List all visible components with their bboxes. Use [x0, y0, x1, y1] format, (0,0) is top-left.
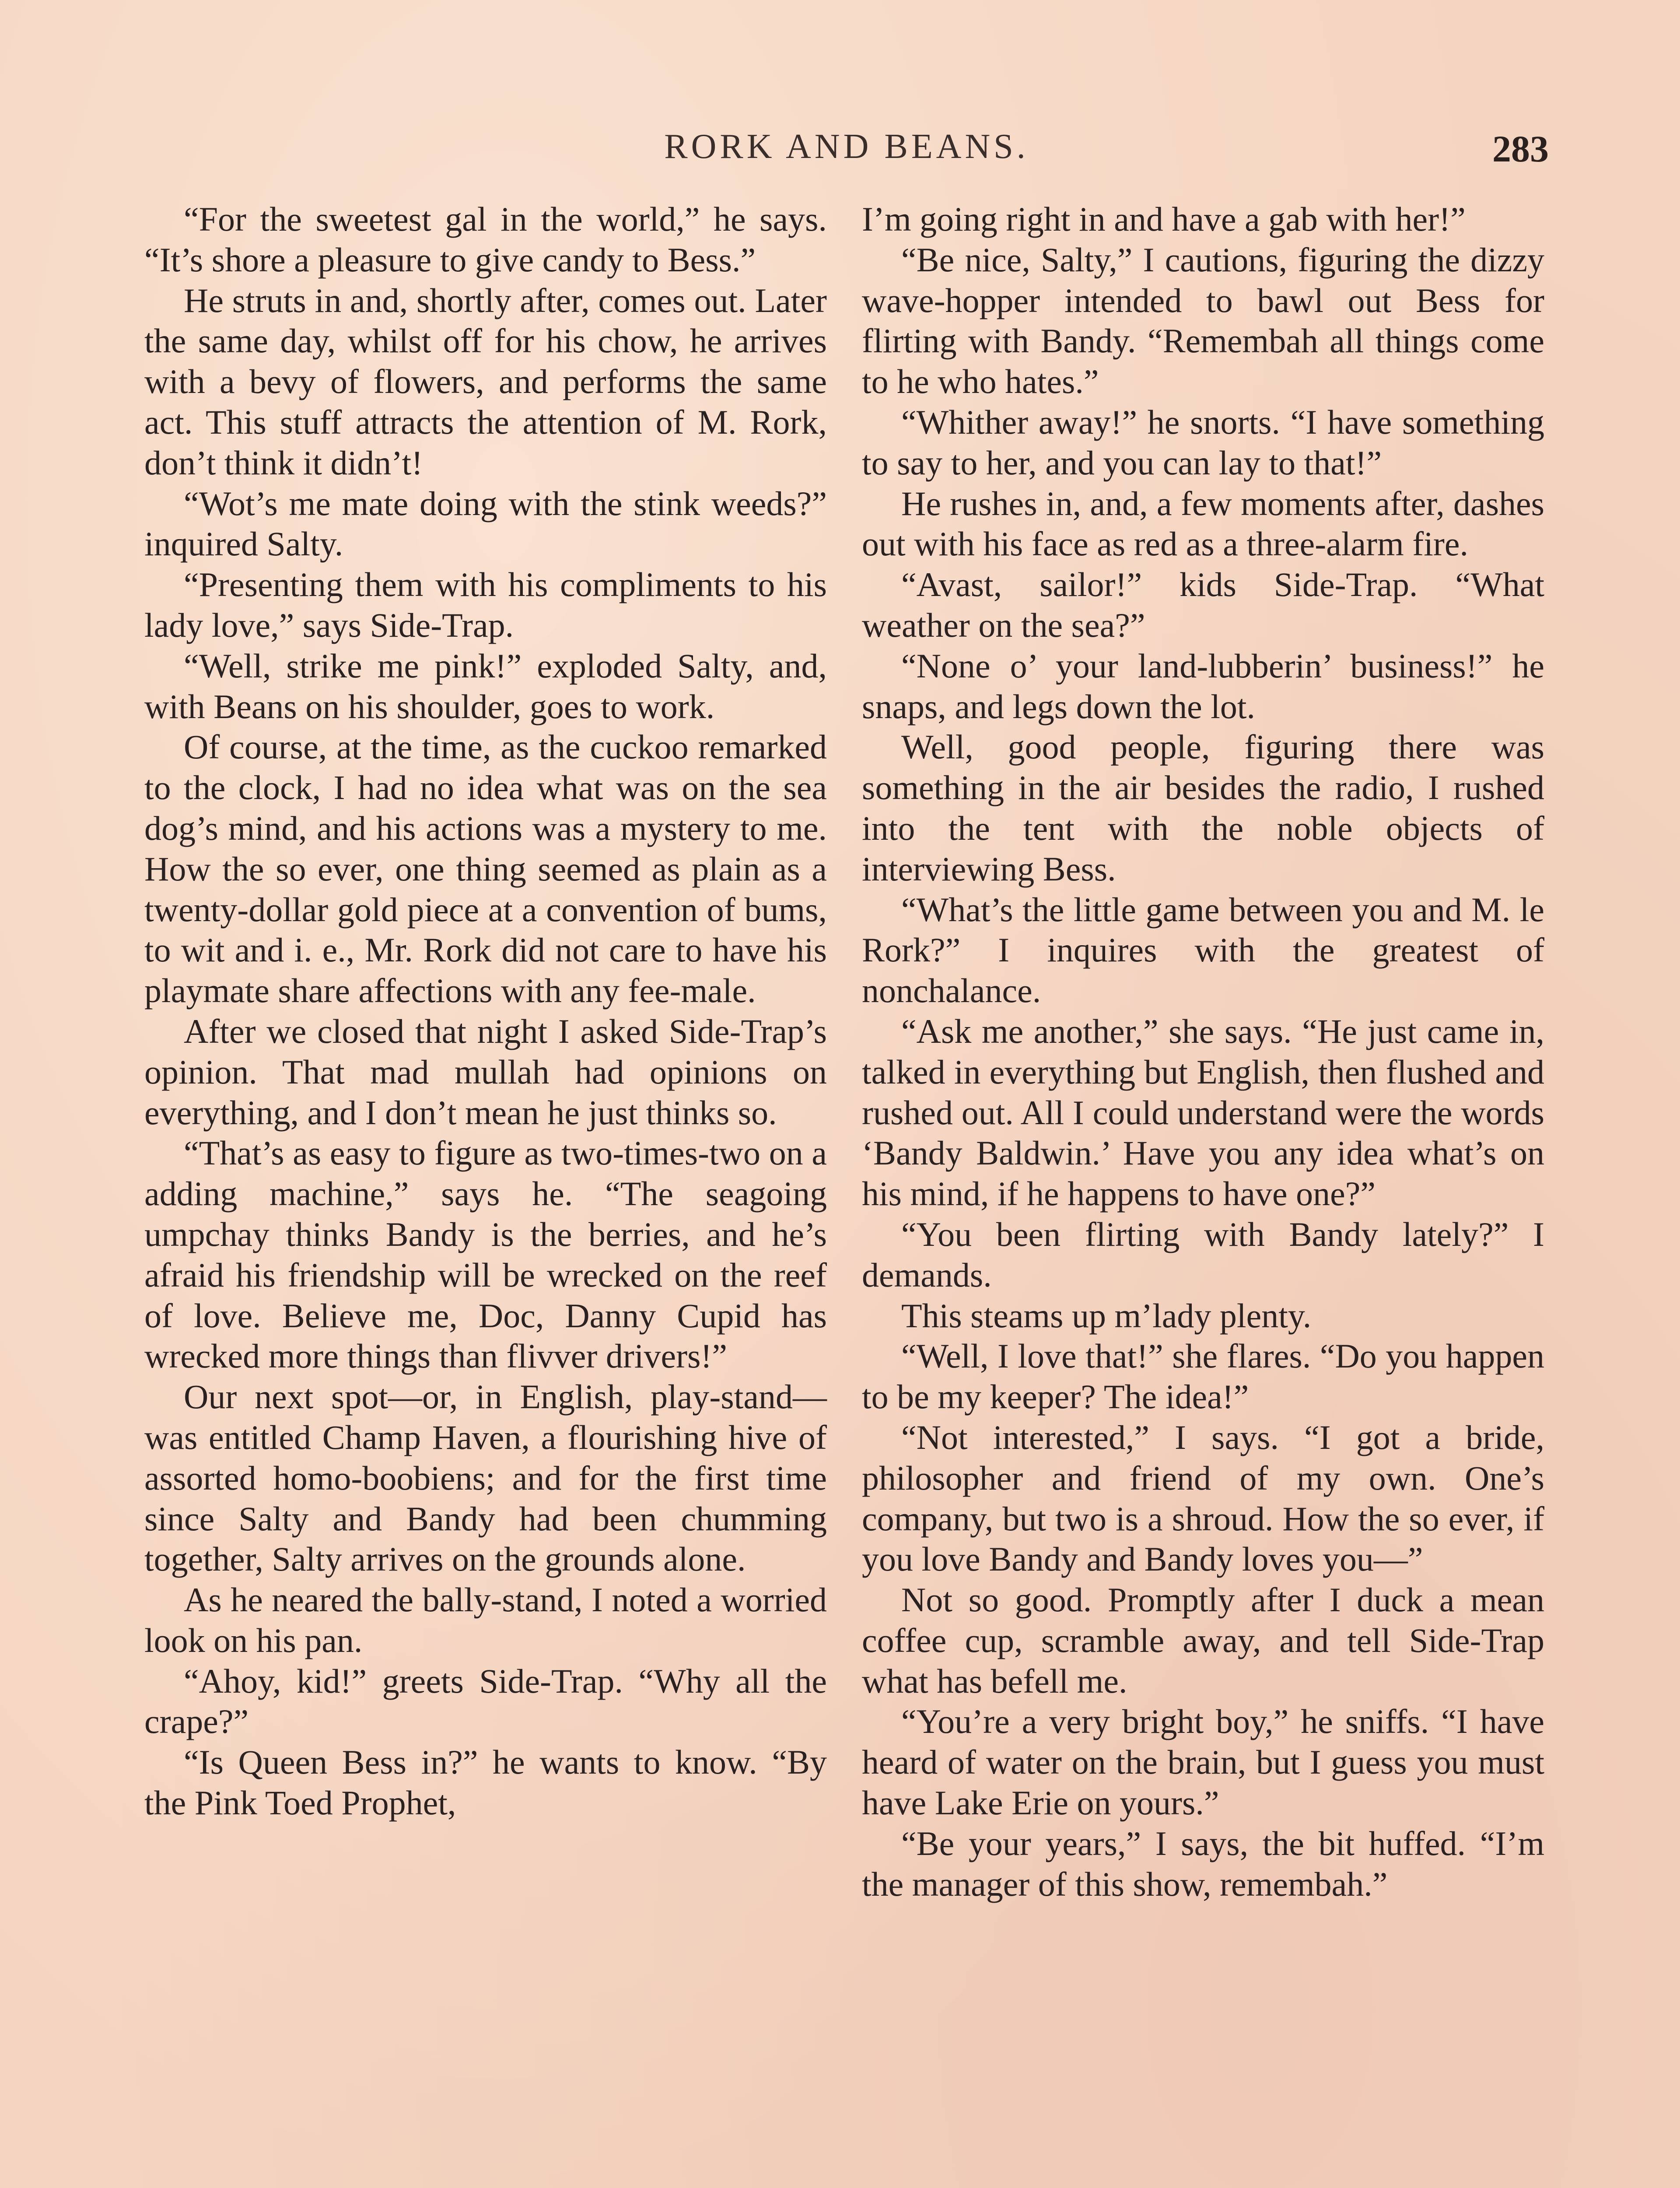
paragraph: “Ahoy, kid!” greets Side-Trap. “Why all the crape?”	[144, 1662, 827, 1741]
paragraph: “For the sweetest gal in the world,” he says. “It’s shore a pleasure to give candy to Bess.”	[144, 200, 827, 279]
paragraph: Our next spot—or, in English, play-stand—was entitled Champ Haven, a flourishing hive of assorted homo-boobiens; and for the first time since Salty and Bandy had been chumming together, Salty arrives on the grounds alone.	[144, 1378, 827, 1578]
paragraph: He struts in and, shortly after, comes out. Later the same day, whilst off for his chow, he arrives with a bevy of flowers, and performs the same act. This stuff attracts the attention of M. Rork, don’t think it didn’t!	[144, 281, 827, 482]
paragraph: “Be nice, Salty,” I cautions, figuring the dizzy wave-hopper intended to bawl out Bess for flirting with Bandy. “Remembah all things come to he who hates.”	[862, 240, 1544, 401]
paragraph: “Is Queen Bess in?” he wants to know. “By the Pink Toed Prophet,	[144, 1743, 827, 1822]
paragraph: “Whither away!” he snorts. “I have something to say to her, and you can lay to that!”	[862, 403, 1544, 482]
paragraph: I’m going right in and have a gab with her!”	[862, 200, 1466, 238]
paragraph: “Be your years,” I says, the bit huffed. “I’m the manager of this show, remembah.”	[862, 1824, 1544, 1903]
paragraph: “Well, I love that!” she flares. “Do you happen to be my keeper? The idea!”	[862, 1337, 1544, 1416]
page-number: 283	[1492, 128, 1549, 170]
page-header	[144, 127, 1549, 175]
paragraph: “Not interested,” I says. “I got a bride, philosopher and friend of my own. One’s company, but two is a shroud. How the so ever, if you love Bandy and Bandy loves you—”	[862, 1418, 1544, 1578]
paragraph: “You been flirting with Bandy lately?” I demands.	[862, 1215, 1544, 1294]
paragraph: “None o’ your land-lubberin’ business!” he snaps, and legs down the lot.	[862, 646, 1544, 726]
paragraph: Not so good. Promptly after I duck a mean coffee cup, scramble away, and tell Side-Trap what has befell me.	[862, 1581, 1544, 1700]
paragraph: Well, good people, figuring there was something in the air besides the radio, I rushed into the tent with the noble objects of interviewing Bess.	[862, 728, 1544, 888]
paragraph: “What’s the little game between you and M. le Rork?” I inquires with the greatest of nonchalance.	[862, 890, 1544, 1010]
paragraph: This steams up m’lady plenty.	[901, 1296, 1312, 1335]
running-head: RORK AND BEANS.	[664, 127, 1029, 166]
paragraph: Of course, at the time, as the cuckoo remarked to the clock, I had no idea what was on the sea dog’s mind, and his actions was a mystery to me. How the so ever, one thing seemed as plain as a twenty-dollar gold piece at a convention of bums, to wit and i. e., Mr. Rork did not care to have his playmate share affections with any fee-male.	[144, 728, 827, 1010]
paragraph: He rushes in, and, a few moments after, dashes out with his face as red as a three-alarm fire.	[862, 484, 1544, 563]
left-column	[144, 199, 827, 1823]
paragraph: “Well, strike me pink!” exploded Salty, and, with Beans on his shoulder, goes to work.	[144, 646, 827, 726]
paragraph: “Presenting them with his compliments to his lady love,” says Side-Trap.	[144, 565, 827, 644]
paragraph: “Ask me another,” she says. “He just came in, talked in everything but English, then flushed and rushed out. All I could understand were the words ‘Bandy Baldwin.’ Have you any idea what’s on his mind, if he happens to have one?”	[862, 1012, 1544, 1213]
paragraph: “Avast, sailor!” kids Side-Trap. “What weather on the sea?”	[862, 565, 1544, 644]
paragraph: After we closed that night I asked Side-Trap’s opinion. That mad mullah had opinions on everything, and I don’t mean he just thinks so.	[144, 1012, 827, 1132]
paragraph: “You’re a very bright boy,” he sniffs. “I have heard of water on the brain, but I guess you must have Lake Erie on yours.”	[862, 1702, 1544, 1822]
paragraph: As he neared the bally-stand, I noted a worried look on his pan.	[144, 1581, 827, 1659]
right-column	[862, 199, 1544, 1904]
paragraph: “That’s as easy to figure as two-times-two on a adding machine,” says he. “The seagoing umpchay thinks Bandy is the berries, and he’s afraid his friendship will be wrecked on the reef of love. Believe me, Doc, Danny Cupid has wrecked more things than flivver drivers!”	[144, 1134, 827, 1375]
paragraph: “Wot’s me mate doing with the stink weeds?” inquired Salty.	[144, 484, 827, 563]
